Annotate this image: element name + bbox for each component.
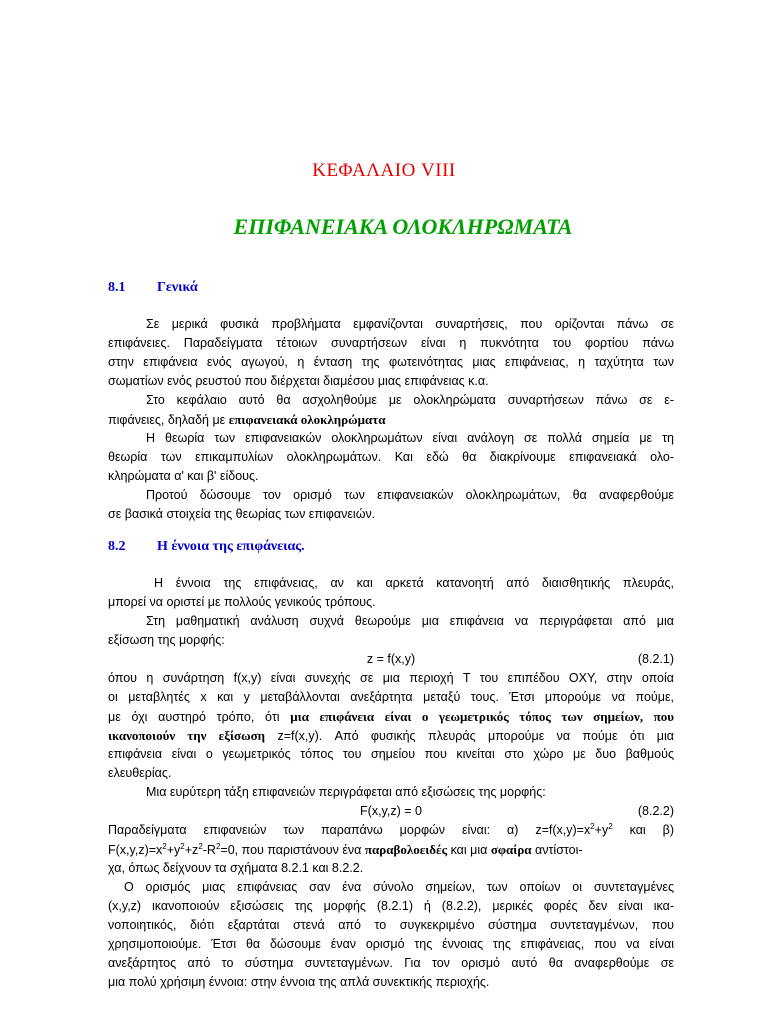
equation-row <box>108 802 674 821</box>
text-fragment: -R <box>202 843 216 857</box>
text-line <box>108 410 674 429</box>
text-line <box>108 707 674 726</box>
equation: z = f(x,y) <box>366 652 416 666</box>
text-line <box>108 726 674 745</box>
equation-number: (8.2.1) <box>637 652 674 666</box>
text-line: Η θεωρία των επιφανειακών ολοκληρωμάτων είναι ανάλογη σε πολλά σημεία με τη <box>146 431 674 445</box>
text-line: όπου η συνάρτηση f(x,y) είναι συνεχής σε μια περιοχή T του επιπέδου OXY, στην οποία <box>108 671 674 685</box>
text-line: σωματίων ενός ρευστού που διέρχεται διαμέσου μιας επιφάνειας κ.α. <box>108 374 489 388</box>
chapter-title: ΕΠΙΦΑΝΕΙΑΚΑ ΟΛΟΚΛΗΡΩΜΑΤΑ <box>233 214 573 239</box>
equation-number: (8.2.2) <box>637 804 674 818</box>
text-fragment: +y <box>166 843 181 857</box>
text-fragment: +z <box>184 843 199 857</box>
superscript: 2 <box>162 842 167 851</box>
text-line: επιφάνειες. Παραδείγματα τέτοιων συναρτήσεων είναι η πυκνότητα του φορτίου πάνω <box>108 336 674 350</box>
text-fragment: z=f(x,y). Από φυσικής πλευράς μπορούμε να πούμε ότι μια <box>277 729 674 743</box>
text-line: ανεξάρτητος από το σύστημα συντεταγμένων. Για τον ορισμό αυτό θα αναφερθούμε σε <box>108 956 674 970</box>
text-line: μια πολύ χρήσιμη έννοια: στην έννοια της απλά συνεκτικής περιοχής. <box>108 975 490 989</box>
chapter-heading: ΚΕΦΑΛΑΙΟ VIII <box>312 160 456 181</box>
emphasis-text: παραβολοειδές <box>364 842 448 857</box>
section-heading-8-2 <box>108 539 305 555</box>
text-line: Στη μαθηματική ανάλυση συχνά θεωρούμε μια επιφάνεια να περιγράφεται από μια <box>146 614 674 628</box>
text-fragment: F(x,y,z)=x <box>108 843 163 857</box>
text-line: ελευθερίας. <box>108 766 172 780</box>
section-title: Η έννοια της επιφάνειας. <box>157 539 305 554</box>
text-line: Προτού δώσουμε τον ορισμό των επιφανειακών ολοκληρωμάτων, θα αναφερθούμε <box>146 488 674 502</box>
superscript: 2 <box>590 822 595 831</box>
superscript: 2 <box>180 842 185 851</box>
text-line: νοποιητικός, διότι εξαρτάται στενά από το συγκεκριμένο σύστημα συντεταγμένων, που <box>108 918 674 932</box>
emphasis-text: επιφανειακά ολοκληρώματα <box>228 412 386 427</box>
text-line: κληρώματα α' και β' είδους. <box>108 469 259 483</box>
text-line: χα, όπως δείχνουν τα σχήματα 8.2.1 και 8.2.2. <box>108 861 364 875</box>
text-line: χρησιμοποιούμε. Έτσι θα δώσουμε έναν ορισμό της έννοιας της επιφάνειας, που να είναι <box>108 937 674 951</box>
superscript: 2 <box>215 842 221 851</box>
text-line: Μια ευρύτερη τάξη επιφανειών περιγράφεται από εξισώσεις της μορφής: <box>146 785 546 799</box>
text-fragment: και β) <box>612 823 674 837</box>
emphasis-text: μια επιφάνεια είναι ο γεωμετρικός τόπος των σημείων, που <box>290 709 674 724</box>
emphasis-text: ικανοποιούν την εξίσωση <box>108 728 266 743</box>
equation-row <box>108 650 674 669</box>
text-line: μπορεί να οριστεί με πολλούς γενικούς τρόπους. <box>108 595 376 609</box>
text-line: Στο κεφάλαιο αυτό θα ασχοληθούμε με ολοκληρώματα συναρτήσεων πάνω σε ε- <box>146 393 674 407</box>
section-8-2-body <box>108 574 674 992</box>
superscript: 2 <box>198 842 203 851</box>
equation: F(x,y,z) = 0 <box>360 804 422 818</box>
text-line: Η έννοια της επιφάνειας, αν και αρκετά κατανοητή από διαισθητικής πλευράς, <box>154 576 674 590</box>
section-title: Γενικά <box>157 280 198 295</box>
section-heading-8-1 <box>108 280 198 296</box>
text-line: (x,y,z) ικανοποιούν εξισώσεις της μορφής (8.2.1) ή (8.2.2), μερικές φορές δεν είναι ικα- <box>108 899 674 913</box>
emphasis-text: σφαίρα <box>490 842 532 857</box>
section-number: 8.1 <box>108 280 126 295</box>
text-line: οι μεταβλητές x και y μεταβάλλονται ανεξάρτητα μεταξύ τους. Έτσι μπορούμε να πούμε, <box>108 690 674 704</box>
section-8-1-body <box>108 315 674 524</box>
text-line: επιφάνεια είναι ο γεωμετρικός τόπος του σημείου που κινείται στο χώρο με δυο βαθμούς <box>108 747 674 761</box>
text-fragment: αντίστοι- <box>535 843 583 857</box>
text-line: θεωρία των επικαμπυλίων ολοκληρωμάτων. Και εδώ θα διακρίνουμε επιφανειακά ολο- <box>108 450 674 464</box>
text-fragment: με όχι αυστηρό τρόπο, ότι <box>108 710 280 724</box>
text-line <box>108 821 674 840</box>
text-fragment: +y <box>594 823 609 837</box>
superscript: 2 <box>608 822 613 831</box>
section-number: 8.2 <box>108 539 126 554</box>
text-line: εξίσωση της μορφής: <box>108 633 225 647</box>
text-fragment: Παραδείγματα επιφανειών των παραπάνω μορφών είναι: α) z=f(x,y)=x <box>108 823 591 837</box>
text-line: στην επιφάνεια ενός αγωγού, η ένταση της φωτεινότητας μιας επιφάνειας, η ταχύτητα των <box>108 355 674 369</box>
text-line <box>108 840 674 859</box>
text-fragment: πιφάνειες, δηλαδή με <box>108 413 226 427</box>
text-line: Σε μερικά φυσικά προβλήματα εμφανίζονται συναρτήσεις, που ορίζονται πάνω σε <box>146 317 674 331</box>
text-fragment: =0, που παριστάνουν ένα <box>220 843 362 857</box>
text-line: σε βασικά στοιχεία της θεωρίας των επιφανειών. <box>108 507 376 521</box>
text-fragment: και μια <box>450 843 488 857</box>
text-line: Ο ορισμός μιας επιφάνειας σαν ένα σύνολο σημείων, των οποίων οι συντεταγμένες <box>124 880 674 894</box>
